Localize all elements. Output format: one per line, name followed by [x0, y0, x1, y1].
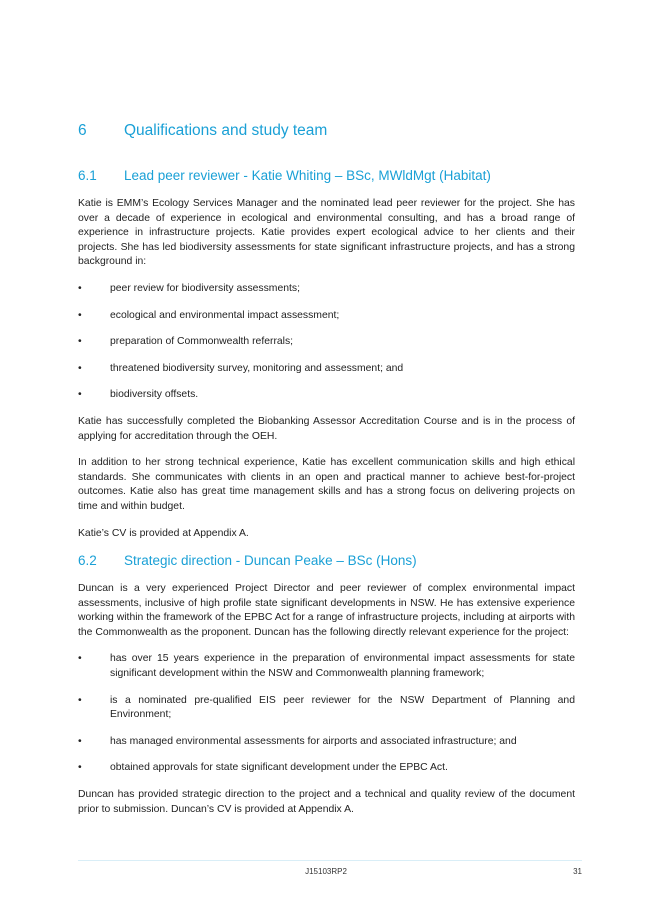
- list-item-text: is a nominated pre-qualified EIS peer reviewer for the NSW Department of Planning and Environment;: [110, 694, 575, 721]
- paragraph: In addition to her strong technical experience, Katie has excellent communication skills and high ethical standards. She communicates with clients in an open and practical manner to achieve best-for-project outcomes. Katie also has great time management skills and has a strong focus on delivering projects on time and within budget.: [78, 457, 575, 512]
- bullet-icon: •: [78, 762, 82, 774]
- bullet-icon: •: [78, 282, 82, 294]
- list-item: [78, 362, 575, 377]
- paragraph: Katie is EMM’s Ecology Services Manager and the nominated lead peer reviewer for the project. She has over a decade of experience in ecological and environmental consulting, and has a broad range of experience in infrastructure projects. Katie provides expert ecological advice to her clients and their projects. She has led biodiversity assessments for state significant infrastructure projects, and has a strong background in:: [78, 198, 575, 268]
- footer-document-code: J15103RP2: [305, 867, 347, 876]
- bullet-list: [78, 282, 575, 403]
- paragraph: Duncan has provided strategic direction to the project and a technical and quality review of the document prior to submission. Duncan’s CV is provided at Appendix A.: [78, 789, 575, 815]
- list-item-text: peer review for biodiversity assessments;: [110, 282, 300, 294]
- list-item: [78, 335, 575, 350]
- list-item-text: threatened biodiversity survey, monitoring and assessment; and: [110, 362, 404, 374]
- page-content: [78, 122, 575, 829]
- list-item: [78, 282, 575, 297]
- subsection-heading-6-1: [78, 168, 575, 183]
- bullet-icon: •: [78, 309, 82, 321]
- list-item-text: ecological and environmental impact assessment;: [110, 309, 340, 321]
- list-item-text: has managed environmental assessments for airports and associated infrastructure; and: [110, 735, 517, 747]
- bullet-list: [78, 652, 575, 776]
- list-item-text: preparation of Commonwealth referrals;: [110, 336, 294, 348]
- subsection-title: Lead peer reviewer - Katie Whiting – BSc, MWldMgt (Habitat): [124, 168, 491, 183]
- list-item: [78, 309, 575, 324]
- bullet-icon: •: [78, 389, 82, 401]
- subsection-heading-6-2: [78, 553, 575, 568]
- section-title: Qualifications and study team: [124, 122, 328, 139]
- list-item-text: biodiversity offsets.: [110, 389, 199, 401]
- paragraph: Katie’s CV is provided at Appendix A.: [78, 527, 249, 539]
- bullet-icon: •: [78, 653, 82, 665]
- footer-divider: [78, 860, 582, 861]
- subsection-title: Strategic direction - Duncan Peake – BSc (Hons): [124, 553, 417, 569]
- list-item-text: has over 15 years experience in the preparation of environmental impact assessments for state significant development within the NSW and Commonwealth planning framework;: [110, 653, 575, 680]
- list-item: [78, 761, 575, 776]
- bullet-icon: •: [78, 735, 82, 747]
- section-heading: [78, 122, 575, 140]
- list-item-text: obtained approvals for state significant development under the EPBC Act.: [110, 762, 448, 774]
- list-item: [78, 694, 575, 723]
- bullet-icon: •: [78, 694, 82, 706]
- subsection-number: 6.1: [78, 168, 97, 183]
- bullet-icon: •: [78, 362, 82, 374]
- footer-page-number: 31: [573, 867, 582, 876]
- section-number: 6: [78, 122, 87, 139]
- bullet-icon: •: [78, 336, 82, 348]
- list-item: [78, 652, 575, 681]
- paragraph: Duncan is a very experienced Project Director and peer reviewer of complex environmental impact assessments, inclusive of high profile state significant developments in NSW. He has extensive experience working within the framework of the EPBC Act for a range of infrastructure projects, including at airports with the Commonwealth as the proponent. Duncan has the following directly relevant experience for the project:: [78, 583, 575, 638]
- subsection-number: 6.2: [78, 553, 97, 569]
- paragraph: Katie has successfully completed the Biobanking Assessor Accreditation Course and is in the process of applying for accreditation through the OEH.: [78, 415, 575, 442]
- list-item: [78, 735, 575, 750]
- list-item: [78, 388, 575, 403]
